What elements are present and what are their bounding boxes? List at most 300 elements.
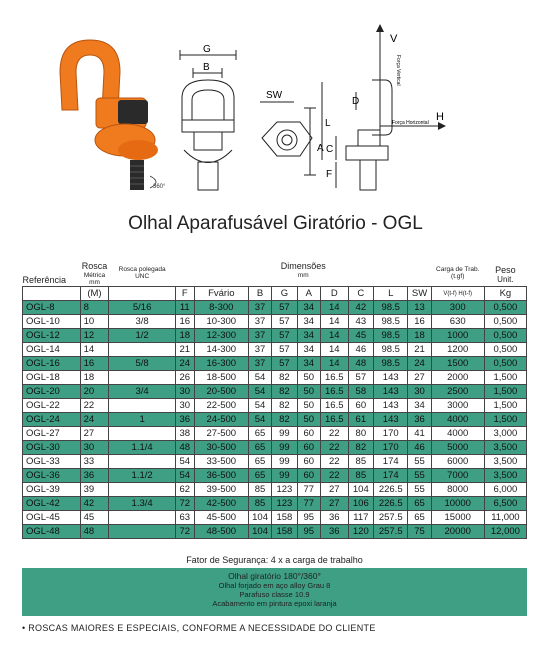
cell-c: 120 xyxy=(348,525,373,539)
cell-carga: 300 xyxy=(431,301,484,315)
cell-carga: 1000 xyxy=(431,329,484,343)
dim-label-l: L xyxy=(325,118,331,129)
cell-f: 54 xyxy=(175,455,194,469)
cell-peso: 1,500 xyxy=(484,413,526,427)
cell-d: 22 xyxy=(320,427,348,441)
cell-l: 143 xyxy=(374,385,408,399)
info-line1: Olhal giratório 180°/360° xyxy=(228,571,321,581)
cell-sw: 13 xyxy=(408,301,431,315)
cell-f: 24 xyxy=(175,357,194,371)
spec-table xyxy=(22,260,527,539)
header-referencia: Referência xyxy=(22,275,67,285)
cell-ref: OGL-10 xyxy=(23,315,81,329)
cell-f: 18 xyxy=(175,329,194,343)
header-unc: UNC xyxy=(135,273,150,280)
cell-unc xyxy=(109,427,175,441)
cell-b: 37 xyxy=(248,343,271,357)
cell-d: 14 xyxy=(320,301,348,315)
cell-b: 65 xyxy=(248,427,271,441)
cell-a: 60 xyxy=(297,427,320,441)
cell-l: 170 xyxy=(374,441,408,455)
cell-ref: OGL-33 xyxy=(23,455,81,469)
cell-d: 22 xyxy=(320,469,348,483)
cell-fv: 42-500 xyxy=(194,497,248,511)
cell-carga: 7000 xyxy=(431,469,484,483)
col-a: A xyxy=(297,287,320,301)
cell-ref: OGL-16 xyxy=(23,357,81,371)
table-row xyxy=(23,399,527,413)
cell-sw: 36 xyxy=(408,413,431,427)
cell-a: 34 xyxy=(297,357,320,371)
cell-unc: 1 xyxy=(109,413,175,427)
cell-sw: 65 xyxy=(408,497,431,511)
cell-unc xyxy=(109,525,175,539)
cell-c: 82 xyxy=(348,441,373,455)
col-g: G xyxy=(272,287,297,301)
cell-fv: 12-300 xyxy=(194,329,248,343)
cell-sw: 65 xyxy=(408,511,431,525)
cell-fv: 48-500 xyxy=(194,525,248,539)
cell-b: 37 xyxy=(248,329,271,343)
force-vertical-label: Força Vertical xyxy=(395,55,401,86)
cell-g: 123 xyxy=(272,497,297,511)
cell-ref: OGL-20 xyxy=(23,385,81,399)
cell-g: 57 xyxy=(272,315,297,329)
cell-c: 60 xyxy=(348,399,373,413)
cell-unc: 5/8 xyxy=(109,357,175,371)
header-rosca-sub1: Métrica xyxy=(83,272,106,279)
cell-unc xyxy=(109,399,175,413)
cell-unc: 3/8 xyxy=(109,315,175,329)
cell-carga: 20000 xyxy=(431,525,484,539)
cell-d: 22 xyxy=(320,441,348,455)
cell-sw: 21 xyxy=(408,343,431,357)
col-b: B xyxy=(248,287,271,301)
cell-unc: 5/16 xyxy=(109,301,175,315)
cell-c: 85 xyxy=(348,455,373,469)
cell-fv: 8-300 xyxy=(194,301,248,315)
cell-a: 50 xyxy=(297,413,320,427)
col-m: (M) xyxy=(80,287,109,301)
table-row xyxy=(23,511,527,525)
header-dimensoes: Dimensões xyxy=(280,261,326,271)
cell-peso: 1,500 xyxy=(484,385,526,399)
cell-l: 257.5 xyxy=(374,511,408,525)
cell-g: 57 xyxy=(272,343,297,357)
cell-unc: 1/2 xyxy=(109,329,175,343)
cell-peso: 3,000 xyxy=(484,427,526,441)
cell-g: 57 xyxy=(272,329,297,343)
cell-carga: 3000 xyxy=(431,399,484,413)
cell-carga: 10000 xyxy=(431,497,484,511)
dim-label-a: A xyxy=(317,143,324,154)
cell-a: 60 xyxy=(297,441,320,455)
col-sw: SW xyxy=(408,287,431,301)
cell-peso: 6,000 xyxy=(484,483,526,497)
header-rosca: Rosca xyxy=(81,261,108,271)
cell-l: 98.5 xyxy=(374,315,408,329)
cell-peso: 3,500 xyxy=(484,469,526,483)
cell-peso: 1,500 xyxy=(484,371,526,385)
info-line3: Parafuso classe 10.9 xyxy=(239,590,310,599)
cell-peso: 11,000 xyxy=(484,511,526,525)
cell-unc: 1.3/4 xyxy=(109,497,175,511)
cell-d: 16.5 xyxy=(320,413,348,427)
cell-carga: 630 xyxy=(431,315,484,329)
cell-ref: OGL-8 xyxy=(23,301,81,315)
cell-f: 36 xyxy=(175,413,194,427)
cell-c: 104 xyxy=(348,483,373,497)
cell-fv: 20-500 xyxy=(194,385,248,399)
cell-l: 98.5 xyxy=(374,329,408,343)
cell-m: 30 xyxy=(80,441,109,455)
cell-ref: OGL-12 xyxy=(23,329,81,343)
cell-d: 27 xyxy=(320,483,348,497)
cell-a: 34 xyxy=(297,329,320,343)
cell-ref: OGL-39 xyxy=(23,483,81,497)
cell-sw: 55 xyxy=(408,469,431,483)
cell-peso: 3,500 xyxy=(484,455,526,469)
table-row xyxy=(23,413,527,427)
header-carga: Carga de Trab. xyxy=(436,266,480,273)
col-l: L xyxy=(374,287,408,301)
cell-carga: 8000 xyxy=(431,483,484,497)
cell-a: 77 xyxy=(297,497,320,511)
cell-b: 37 xyxy=(248,301,271,315)
cell-d: 16.5 xyxy=(320,371,348,385)
side-drawing xyxy=(260,102,316,175)
col-fvario: Fvário xyxy=(194,287,248,301)
cell-a: 50 xyxy=(297,385,320,399)
cell-b: 37 xyxy=(248,357,271,371)
cell-d: 14 xyxy=(320,329,348,343)
cell-d: 14 xyxy=(320,315,348,329)
cell-m: 18 xyxy=(80,371,109,385)
cell-c: 57 xyxy=(348,371,373,385)
cell-m: 16 xyxy=(80,357,109,371)
cell-b: 104 xyxy=(248,511,271,525)
table-row xyxy=(23,497,527,511)
cell-peso: 0,500 xyxy=(484,357,526,371)
cell-fv: 27-500 xyxy=(194,427,248,441)
cell-b: 54 xyxy=(248,371,271,385)
cell-sw: 34 xyxy=(408,399,431,413)
cell-m: 39 xyxy=(80,483,109,497)
cell-l: 98.5 xyxy=(374,301,408,315)
cell-unc xyxy=(109,343,175,357)
cell-d: 22 xyxy=(320,455,348,469)
col-carga: V(t-f) H(t-f) xyxy=(431,287,484,301)
cell-l: 174 xyxy=(374,469,408,483)
cell-b: 37 xyxy=(248,315,271,329)
cell-l: 98.5 xyxy=(374,343,408,357)
cell-peso: 0,500 xyxy=(484,343,526,357)
cell-m: 10 xyxy=(80,315,109,329)
cell-fv: 33-500 xyxy=(194,455,248,469)
table-row xyxy=(23,441,527,455)
cell-d: 14 xyxy=(320,343,348,357)
cell-fv: 39-500 xyxy=(194,483,248,497)
cell-ref: OGL-45 xyxy=(23,511,81,525)
cell-ref: OGL-42 xyxy=(23,497,81,511)
col-d: D xyxy=(320,287,348,301)
cell-d: 14 xyxy=(320,357,348,371)
cell-a: 95 xyxy=(297,511,320,525)
cell-fv: 10-300 xyxy=(194,315,248,329)
cell-a: 34 xyxy=(297,343,320,357)
cell-ref: OGL-27 xyxy=(23,427,81,441)
cell-f: 30 xyxy=(175,385,194,399)
cell-a: 34 xyxy=(297,315,320,329)
cell-ref: OGL-24 xyxy=(23,413,81,427)
cell-d: 16.5 xyxy=(320,399,348,413)
cell-b: 54 xyxy=(248,413,271,427)
cell-m: 33 xyxy=(80,455,109,469)
cell-g: 82 xyxy=(272,413,297,427)
cell-f: 21 xyxy=(175,343,194,357)
cell-b: 104 xyxy=(248,525,271,539)
cell-c: 42 xyxy=(348,301,373,315)
cell-sw: 30 xyxy=(408,385,431,399)
cell-m: 12 xyxy=(80,329,109,343)
cell-g: 123 xyxy=(272,483,297,497)
cell-c: 46 xyxy=(348,343,373,357)
cell-sw: 24 xyxy=(408,357,431,371)
cell-f: 72 xyxy=(175,497,194,511)
table-row xyxy=(23,315,527,329)
dim-label-b: B xyxy=(203,62,210,73)
cell-fv: 30-500 xyxy=(194,441,248,455)
cell-fv: 45-500 xyxy=(194,511,248,525)
cell-peso: 6,500 xyxy=(484,497,526,511)
cell-c: 58 xyxy=(348,385,373,399)
cell-a: 50 xyxy=(297,399,320,413)
cell-g: 82 xyxy=(272,399,297,413)
cell-c: 61 xyxy=(348,413,373,427)
table-row xyxy=(23,357,527,371)
cell-fv: 36-500 xyxy=(194,469,248,483)
dim-label-f: F xyxy=(326,169,333,180)
cell-carga: 15000 xyxy=(431,511,484,525)
cell-m: 24 xyxy=(80,413,109,427)
cell-carga: 5000 xyxy=(431,441,484,455)
cell-peso: 3,500 xyxy=(484,441,526,455)
cell-c: 85 xyxy=(348,469,373,483)
cell-l: 174 xyxy=(374,455,408,469)
cell-g: 82 xyxy=(272,371,297,385)
cell-g: 99 xyxy=(272,441,297,455)
cell-f: 26 xyxy=(175,371,194,385)
dim-label-v: V xyxy=(390,33,398,45)
cell-a: 60 xyxy=(297,469,320,483)
table-row xyxy=(23,301,527,315)
cell-m: 8 xyxy=(80,301,109,315)
cell-c: 45 xyxy=(348,329,373,343)
cell-a: 34 xyxy=(297,301,320,315)
cell-d: 36 xyxy=(320,511,348,525)
cell-fv: 16-300 xyxy=(194,357,248,371)
header-peso: Peso xyxy=(495,264,516,275)
cell-sw: 75 xyxy=(408,525,431,539)
header-rosca-sub2: mm xyxy=(89,279,100,286)
cell-peso: 0,500 xyxy=(484,301,526,315)
force-horizontal-label: Força Horizontal xyxy=(392,120,429,126)
cell-carga: 6000 xyxy=(431,455,484,469)
table-row xyxy=(23,469,527,483)
cell-g: 57 xyxy=(272,357,297,371)
info-line2: Olhal forjado em aço alloy Grau 8 xyxy=(218,581,331,590)
cell-sw: 46 xyxy=(408,441,431,455)
cell-f: 48 xyxy=(175,441,194,455)
cell-f: 72 xyxy=(175,525,194,539)
table-row xyxy=(23,525,527,539)
cell-b: 85 xyxy=(248,483,271,497)
cell-fv: 14-300 xyxy=(194,343,248,357)
cell-m: 27 xyxy=(80,427,109,441)
cell-a: 60 xyxy=(297,455,320,469)
angle-label: 360° xyxy=(153,184,166,190)
cell-c: 106 xyxy=(348,497,373,511)
cell-f: 30 xyxy=(175,399,194,413)
cell-unc xyxy=(109,511,175,525)
cell-sw: 16 xyxy=(408,315,431,329)
cell-unc xyxy=(109,371,175,385)
cell-d: 16.5 xyxy=(320,385,348,399)
cell-f: 54 xyxy=(175,469,194,483)
cell-m: 48 xyxy=(80,525,109,539)
cell-l: 226.5 xyxy=(374,483,408,497)
cell-m: 20 xyxy=(80,385,109,399)
page-title: Olhal Aparafusável Giratório - OGL xyxy=(128,213,423,234)
safety-factor: Fator de Segurança: 4 x a carga de trabalho xyxy=(186,555,363,565)
cell-l: 226.5 xyxy=(374,497,408,511)
cell-a: 50 xyxy=(297,371,320,385)
cell-b: 65 xyxy=(248,455,271,469)
footer-note: • ROSCAS MAIORES E ESPECIAIS, CONFORME A NECESSIDADE DO CLIENTE xyxy=(22,623,376,633)
dim-label-d: D xyxy=(352,96,360,107)
col-f: F xyxy=(175,287,194,301)
cell-g: 57 xyxy=(272,301,297,315)
table-row xyxy=(23,455,527,469)
cell-d: 27 xyxy=(320,497,348,511)
cell-peso: 0,500 xyxy=(484,329,526,343)
cell-fv: 22-500 xyxy=(194,399,248,413)
cell-carga: 1500 xyxy=(431,357,484,371)
cell-peso: 12,000 xyxy=(484,525,526,539)
cell-b: 54 xyxy=(248,385,271,399)
table-row xyxy=(23,427,527,441)
table-row xyxy=(23,343,527,357)
header-peso-sub: Unit. xyxy=(497,274,514,284)
cell-ref: OGL-22 xyxy=(23,399,81,413)
cell-carga: 4000 xyxy=(431,413,484,427)
cell-sw: 27 xyxy=(408,371,431,385)
product-figures xyxy=(0,0,551,205)
cell-c: 117 xyxy=(348,511,373,525)
cell-carga: 2500 xyxy=(431,385,484,399)
cell-b: 65 xyxy=(248,469,271,483)
cell-d: 36 xyxy=(320,525,348,539)
cell-b: 65 xyxy=(248,441,271,455)
cell-l: 170 xyxy=(374,427,408,441)
cell-unc xyxy=(109,455,175,469)
col-kg: Kg xyxy=(484,287,526,301)
cell-m: 45 xyxy=(80,511,109,525)
cell-sw: 55 xyxy=(408,455,431,469)
cell-a: 77 xyxy=(297,483,320,497)
cell-l: 143 xyxy=(374,371,408,385)
cell-carga: 4000 xyxy=(431,427,484,441)
product-photo xyxy=(60,40,166,190)
cell-fv: 24-500 xyxy=(194,413,248,427)
dim-label-h: H xyxy=(436,111,444,123)
header-carga-unit: (t.gf) xyxy=(451,273,465,280)
cell-m: 36 xyxy=(80,469,109,483)
cell-ref: OGL-30 xyxy=(23,441,81,455)
cell-carga: 2000 xyxy=(431,371,484,385)
cell-c: 43 xyxy=(348,315,373,329)
cell-m: 42 xyxy=(80,497,109,511)
cell-l: 98.5 xyxy=(374,357,408,371)
cell-g: 158 xyxy=(272,511,297,525)
cell-sw: 18 xyxy=(408,329,431,343)
cell-g: 158 xyxy=(272,525,297,539)
cell-unc: 1.1/4 xyxy=(109,441,175,455)
cell-peso: 0,500 xyxy=(484,315,526,329)
cell-l: 257.5 xyxy=(374,525,408,539)
cell-g: 99 xyxy=(272,427,297,441)
cell-f: 38 xyxy=(175,427,194,441)
cell-g: 99 xyxy=(272,455,297,469)
cell-f: 11 xyxy=(175,301,194,315)
table-row xyxy=(23,371,527,385)
cell-m: 14 xyxy=(80,343,109,357)
cell-b: 54 xyxy=(248,399,271,413)
cell-unc: 1.1/2 xyxy=(109,469,175,483)
cell-sw: 55 xyxy=(408,483,431,497)
header-dimensoes-unit: mm xyxy=(297,272,309,279)
cell-carga: 1200 xyxy=(431,343,484,357)
dim-label-g: G xyxy=(203,44,211,55)
cell-peso: 1,500 xyxy=(484,399,526,413)
info-box xyxy=(22,568,527,616)
table-row xyxy=(23,483,527,497)
cell-f: 62 xyxy=(175,483,194,497)
table-row xyxy=(23,385,527,399)
info-line4: Acabamento em pintura epoxi laranja xyxy=(212,599,337,608)
cell-l: 143 xyxy=(374,413,408,427)
cell-b: 85 xyxy=(248,497,271,511)
cell-unc xyxy=(109,483,175,497)
cell-a: 95 xyxy=(297,525,320,539)
cell-c: 80 xyxy=(348,427,373,441)
cell-fv: 18-500 xyxy=(194,371,248,385)
cell-f: 63 xyxy=(175,511,194,525)
cell-f: 16 xyxy=(175,315,194,329)
cell-ref: OGL-36 xyxy=(23,469,81,483)
header-rosca-polegada: Rosca polegada xyxy=(118,266,166,273)
dim-label-sw: SW xyxy=(266,90,283,101)
cell-l: 143 xyxy=(374,399,408,413)
col-c: C xyxy=(348,287,373,301)
dim-label-c: C xyxy=(326,144,334,155)
profile-drawing xyxy=(322,30,440,190)
table-row xyxy=(23,329,527,343)
cell-m: 22 xyxy=(80,399,109,413)
cell-ref: OGL-48 xyxy=(23,525,81,539)
cell-ref: OGL-18 xyxy=(23,371,81,385)
cell-c: 48 xyxy=(348,357,373,371)
